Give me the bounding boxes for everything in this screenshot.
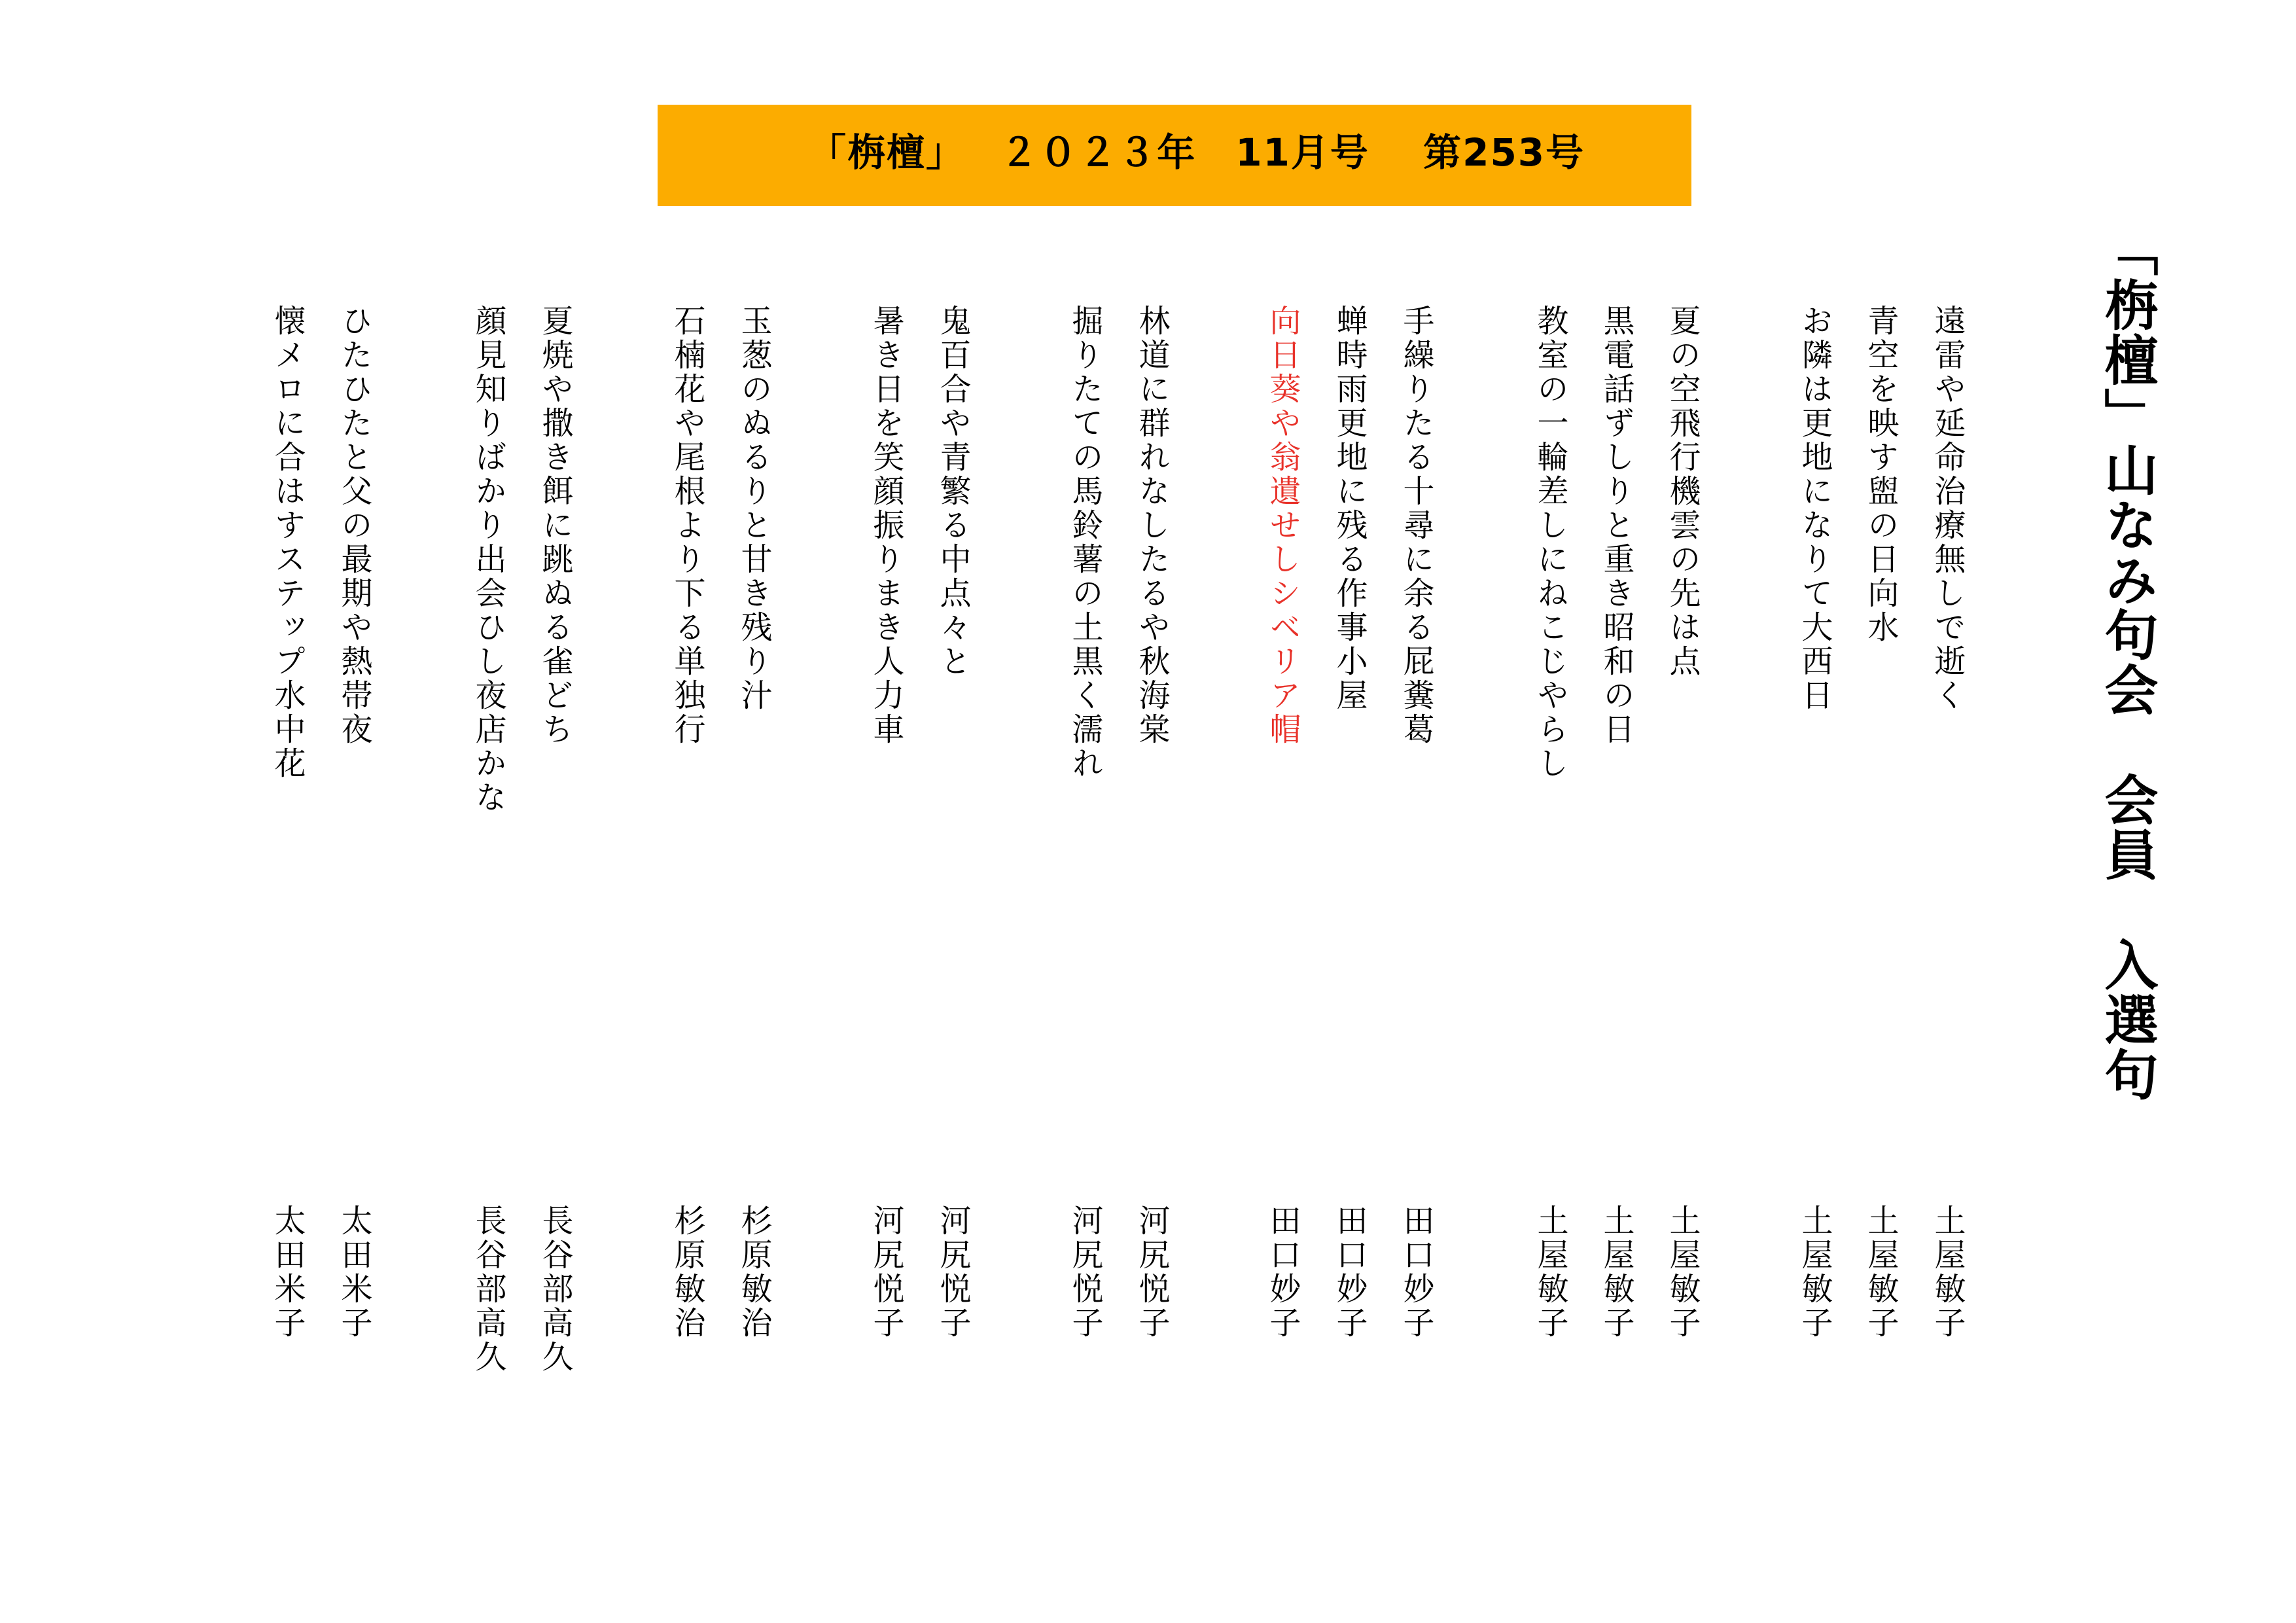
haiku-text: 夏焼や撒き餌に跳ぬる雀どち: [537, 304, 573, 747]
haiku-author: 河尻悦子: [934, 1204, 971, 1340]
haiku-text: 石楠花や尾根より下る単独行: [669, 304, 705, 747]
haiku-author: 長谷部高久: [537, 1204, 573, 1374]
haiku-text: 蝉時雨更地に残る作事小屋: [1331, 304, 1368, 713]
haiku-author: 土屋敏子: [1598, 1204, 1634, 1340]
haiku-author: 田口妙子: [1264, 1204, 1301, 1340]
haiku-text: 青空を映す盥の日向水: [1862, 304, 1899, 645]
haiku-author: 土屋敏子: [1796, 1204, 1833, 1340]
haiku-author: 太田米子: [336, 1204, 372, 1340]
page-title: 「栴檀」山なみ句会 会員 入選句: [2096, 223, 2158, 1102]
haiku-author: 河尻悦子: [1133, 1204, 1170, 1340]
haiku-text: お隣は更地になりて大西日: [1796, 304, 1833, 713]
haiku-text: 遠雷や延命治療無しで逝く: [1929, 304, 1966, 713]
haiku-author: 杉原敏治: [735, 1204, 772, 1340]
haiku-text: 鬼百合や青繁る中点々と: [934, 304, 971, 679]
haiku-author: 田口妙子: [1398, 1204, 1434, 1340]
haiku-author: 土屋敏子: [1532, 1204, 1568, 1340]
issue-banner-text: 「栴檀」 ２０２３年 11月号 第253号: [808, 130, 1585, 175]
issue-banner: [658, 105, 1691, 206]
haiku-text: 玉葱のぬるりと甘き残り汁: [735, 304, 772, 713]
haiku-text: 暑き日を笑顔振りまき人力車: [868, 304, 904, 747]
haiku-author: 長谷部高久: [470, 1204, 506, 1374]
haiku-text: 掘りたての馬鈴薯の土黒く濡れ: [1067, 304, 1103, 781]
haiku-text: 向日葵や翁遺せしシベリア帽: [1264, 304, 1301, 747]
haiku-text: ひたひたと父の最期や熱帯夜: [336, 304, 372, 747]
haiku-text: 手繰りたる十尋に余る屁糞葛: [1398, 304, 1434, 747]
haiku-author: 河尻悦子: [868, 1204, 904, 1340]
haiku-author: 河尻悦子: [1067, 1204, 1103, 1340]
haiku-text: 教室の一輪差しにねこじやらし: [1532, 304, 1568, 781]
haiku-author: 土屋敏子: [1664, 1204, 1701, 1340]
haiku-text: 黒電話ずしりと重き昭和の日: [1598, 304, 1634, 747]
haiku-author: 杉原敏治: [669, 1204, 705, 1340]
haiku-text: 林道に群れなしたるや秋海棠: [1133, 304, 1170, 747]
haiku-text: 夏の空飛行機雲の先は点: [1664, 304, 1701, 679]
haiku-text: 懐メロに合はすステップ水中花: [269, 304, 306, 781]
haiku-author: 太田米子: [269, 1204, 306, 1340]
haiku-author: 田口妙子: [1331, 1204, 1368, 1340]
haiku-author: 土屋敏子: [1929, 1204, 1966, 1340]
haiku-text: 顔見知りばかり出会ひし夜店かな: [470, 304, 506, 815]
haiku-author: 土屋敏子: [1862, 1204, 1899, 1340]
